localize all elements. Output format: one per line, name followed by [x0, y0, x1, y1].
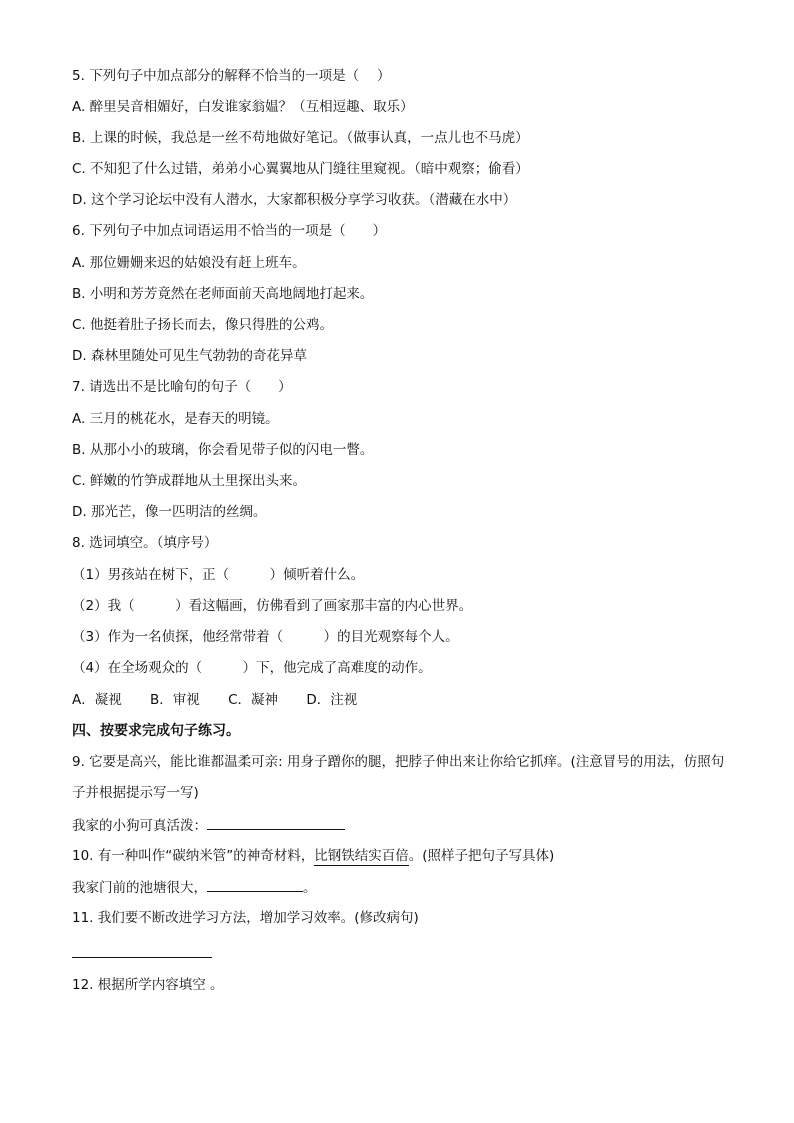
q9-answer-blank[interactable] [207, 815, 345, 830]
q11-stem: 11. 我们要不断改进学习方法，增加学习效率。(修改病句) [72, 910, 419, 926]
q7-stem: 7. 请选出不是比喻句的句子（ ） [72, 379, 292, 395]
q8-option-d: D．注视 [306, 692, 358, 708]
q6-option-b: B. 小明和芳芳竟然在老师面前天高地阔地打起来。 [72, 286, 374, 302]
q5-option-d: D. 这个学习论坛中没有人潜水，大家都积极分享学习收获。（潜藏在水中） [72, 192, 517, 208]
q6-option-a: A. 那位姗姗来迟的姑娘没有赶上班车。 [72, 255, 306, 271]
q8-option-b: B．审视 [150, 692, 200, 708]
q8-stem: 8. 选词填空。（填序号） [72, 535, 218, 551]
q8-option-c: C．凝神 [228, 692, 279, 708]
q10-stem-suffix: 。(照样子把句子写具体) [408, 848, 555, 864]
q9-stem: 9. 它要是高兴，能比谁都温柔可亲: 用身子蹭你的腿，把脖子伸出来让你给它抓痒。(注意冒号的用法，仿照句子并根据提示写一写) [72, 754, 725, 801]
q8-sentence-1: （1）男孩站在树下，正（ ）倾听着什么。 [72, 567, 365, 583]
q10-prompt: 我家门前的池塘很大， [72, 880, 207, 896]
q5-option-c: C. 不知犯了什么过错，弟弟小心翼翼地从门缝往里窥视。（暗中观察；偷看） [72, 161, 529, 177]
q6-stem: 6. 下列句子中加点词语运用不恰当的一项是（ ） [72, 223, 387, 239]
q10-answer-blank[interactable] [207, 877, 303, 892]
q10-underlined-phrase: 比钢铁结实百倍 [314, 848, 409, 864]
q8-word-options [72, 690, 357, 710]
q10-answer-line [72, 877, 317, 898]
q8-option-a: A．凝视 [72, 692, 122, 708]
q10-stem [72, 846, 554, 866]
q11-answer-blank[interactable] [72, 957, 212, 958]
q5-option-b: B. 上课的时候，我总是一丝不苟地做好笔记。（做事认真，一点儿也不马虎） [72, 130, 529, 146]
q7-option-c: C. 鲜嫩的竹笋成群地从土里探出头来。 [72, 473, 307, 489]
q6-option-d: D. 森林里随处可见生气勃勃的奇花异草 [72, 348, 307, 364]
q9-answer-line [72, 815, 345, 836]
q5-stem: 5. 下列句子中加点部分的解释不恰当的一项是（ ） [72, 68, 391, 84]
q9-prompt: 我家的小狗可真活泼： [72, 818, 207, 834]
q10-end: 。 [303, 880, 317, 896]
q10-stem-prefix: 10. 有一种叫作“碳纳米管”的神奇材料， [72, 848, 315, 864]
q7-option-d: D. 那光芒，像一匹明洁的丝绸。 [72, 504, 267, 520]
q12-stem: 12. 根据所学内容填空 。 [72, 977, 224, 993]
q7-option-b: B. 从那小小的玻璃，你会看见带子似的闪电一瞥。 [72, 442, 374, 458]
q5-option-a: A. 醉里吴音相媚好，白发谁家翁媪？（互相逗趣、取乐） [72, 99, 414, 115]
q8-sentence-2: （2）我（ ）看这幅画，仿佛看到了画家那丰富的内心世界。 [72, 598, 473, 614]
q8-sentence-4: （4）在全场观众的（ ）下，他完成了高难度的动作。 [72, 660, 432, 676]
q8-sentence-3: （3）作为一名侦探，他经常带着（ ）的目光观察每个人。 [72, 629, 459, 645]
q7-option-a: A. 三月的桃花水，是春天的明镜。 [72, 411, 279, 427]
q6-option-c: C. 他挺着肚子扬长而去，像只得胜的公鸡。 [72, 317, 334, 333]
section-heading: 四、按要求完成句子练习。 [72, 723, 240, 739]
